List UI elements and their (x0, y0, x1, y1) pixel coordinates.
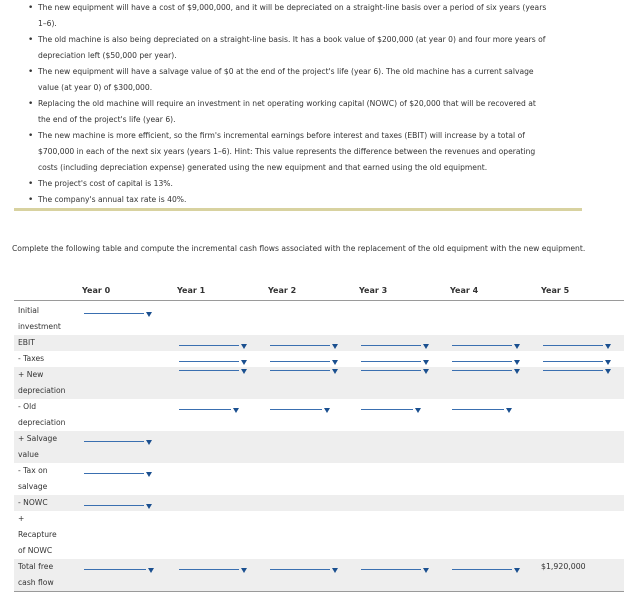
row-total-free-cash-flow (14, 559, 624, 591)
row-label: - NOWC (18, 498, 48, 507)
header-year-1: Year 1 (177, 286, 206, 295)
row-label: - Old (18, 402, 37, 411)
assumptions-list (8, 0, 598, 208)
old-depreciation-year4-dropdown[interactable] (452, 399, 514, 415)
row-ebit (14, 335, 624, 351)
header-year-4: Year 4 (450, 286, 479, 295)
instruction-text: Complete the following table and compute the incremental cash flows associated with the replacement of the old equipment with the new equipment. (12, 244, 586, 253)
section-divider (14, 208, 582, 211)
header-year-0: Year 0 (82, 286, 111, 295)
header-year-5: Year 5 (541, 286, 570, 295)
row-label: + (18, 514, 25, 523)
total-fcf-year0-dropdown[interactable] (84, 559, 156, 575)
row-label: EBIT (18, 338, 35, 347)
row-old-depreciation (14, 399, 624, 431)
row-new-depreciation (14, 367, 624, 399)
row-tax-on-salvage (14, 463, 624, 495)
total-fcf-year5-value: $1,920,000 (541, 562, 586, 571)
dropdown-arrow-icon (146, 504, 152, 509)
dropdown-arrow-icon (423, 344, 429, 349)
row-label: investment (18, 322, 61, 331)
row-label: cash flow (18, 578, 54, 587)
old-depreciation-year1-dropdown[interactable] (179, 399, 241, 415)
row-recapture-nowc (14, 511, 624, 559)
old-depreciation-year3-dropdown[interactable] (361, 399, 423, 415)
ebit-year4-dropdown[interactable] (452, 335, 522, 351)
bullet-item: • The company's annual tax rate is 40%. (28, 195, 187, 205)
row-label: + Salvage (18, 434, 57, 443)
row-label: + New (18, 370, 44, 379)
old-depreciation-year2-dropdown[interactable] (270, 399, 332, 415)
new-depreciation-year4-dropdown[interactable] (452, 360, 522, 376)
ebit-year1-dropdown[interactable] (179, 335, 249, 351)
tax-on-salvage-year0-dropdown[interactable] (84, 463, 154, 479)
new-depreciation-year2-dropdown[interactable] (270, 360, 340, 376)
row-label: - Taxes (18, 354, 45, 363)
row-label: depreciation (18, 386, 66, 395)
row-label: salvage (18, 482, 48, 491)
dropdown-arrow-icon (423, 369, 429, 374)
table-bottom-border (14, 591, 624, 592)
bullet-item: • The new equipment will have a cost of $9,000,000, and it will be depreciated on a straight-line basis over a period of six years (years 1–6). (28, 3, 547, 28)
total-fcf-year1-dropdown[interactable] (179, 559, 249, 575)
row-label: Recapture (18, 530, 57, 539)
dropdown-arrow-icon (148, 568, 154, 573)
nowc-year0-dropdown[interactable] (84, 495, 154, 511)
row-salvage-value (14, 431, 624, 463)
bullet-item: • The old machine is also being depreciated on a straight-line basis. It has a book value of $200,000 (at year 0) and four more years of depreciation left ($50,000 per year). (28, 35, 546, 60)
dropdown-arrow-icon (415, 408, 421, 413)
dropdown-arrow-icon (332, 344, 338, 349)
bullet-item: • The new machine is more efficient, so the firm's incremental earnings before interest and taxes (EBIT) will increase by a total of $700,000 in each of the next six years (years 1–6). Hint: This value represents the difference between the revenues and operating costs (including depreciation expense) generated using the new equipment and that earned using the old equipment. (28, 131, 536, 172)
bullet-item: • The new equipment will have a salvage value of $0 at the end of the project's life (year 6). The old machine has a current salvage value (at year 0) of $300,000. (28, 67, 534, 92)
dropdown-arrow-icon (605, 344, 611, 349)
row-initial-investment (14, 303, 624, 335)
total-fcf-year4-dropdown[interactable] (452, 559, 522, 575)
dropdown-arrow-icon (241, 369, 247, 374)
dropdown-arrow-icon (241, 568, 247, 573)
dropdown-arrow-icon (514, 568, 520, 573)
header-year-3: Year 3 (359, 286, 388, 295)
row-label: of NOWC (18, 546, 53, 555)
dropdown-arrow-icon (423, 568, 429, 573)
dropdown-arrow-icon (146, 440, 152, 445)
total-fcf-year2-dropdown[interactable] (270, 559, 340, 575)
dropdown-arrow-icon (332, 369, 338, 374)
new-depreciation-year3-dropdown[interactable] (361, 360, 431, 376)
dropdown-arrow-icon (514, 369, 520, 374)
dropdown-arrow-icon (324, 408, 330, 413)
ebit-year3-dropdown[interactable] (361, 335, 431, 351)
ebit-year2-dropdown[interactable] (270, 335, 340, 351)
row-label: Initial (18, 306, 40, 315)
new-depreciation-year1-dropdown[interactable] (179, 360, 249, 376)
dropdown-arrow-icon (146, 312, 152, 317)
total-fcf-year3-dropdown[interactable] (361, 559, 431, 575)
dropdown-arrow-icon (146, 472, 152, 477)
row-label: Total free (18, 562, 54, 571)
new-depreciation-year5-dropdown[interactable] (543, 360, 613, 376)
dropdown-arrow-icon (233, 408, 239, 413)
bullet-item: • Replacing the old machine will require an investment in net operating working capital (NOWC) of $20,000 that will be recovered at the end of the project's life (year 6). (28, 99, 536, 124)
row-nowc (14, 495, 624, 511)
bullet-item: • The project's cost of capital is 13%. (28, 179, 173, 189)
row-label: - Tax on (18, 466, 48, 475)
dropdown-arrow-icon (241, 344, 247, 349)
dropdown-arrow-icon (514, 344, 520, 349)
dropdown-arrow-icon (605, 369, 611, 374)
row-label: value (18, 450, 39, 459)
dropdown-arrow-icon (506, 408, 512, 413)
ebit-year5-dropdown[interactable] (543, 335, 613, 351)
initial-investment-year0-dropdown[interactable] (84, 303, 154, 319)
table-top-border (14, 300, 624, 301)
row-label: depreciation (18, 418, 66, 427)
header-year-2: Year 2 (268, 286, 297, 295)
dropdown-arrow-icon (332, 568, 338, 573)
salvage-value-year0-dropdown[interactable] (84, 431, 154, 447)
